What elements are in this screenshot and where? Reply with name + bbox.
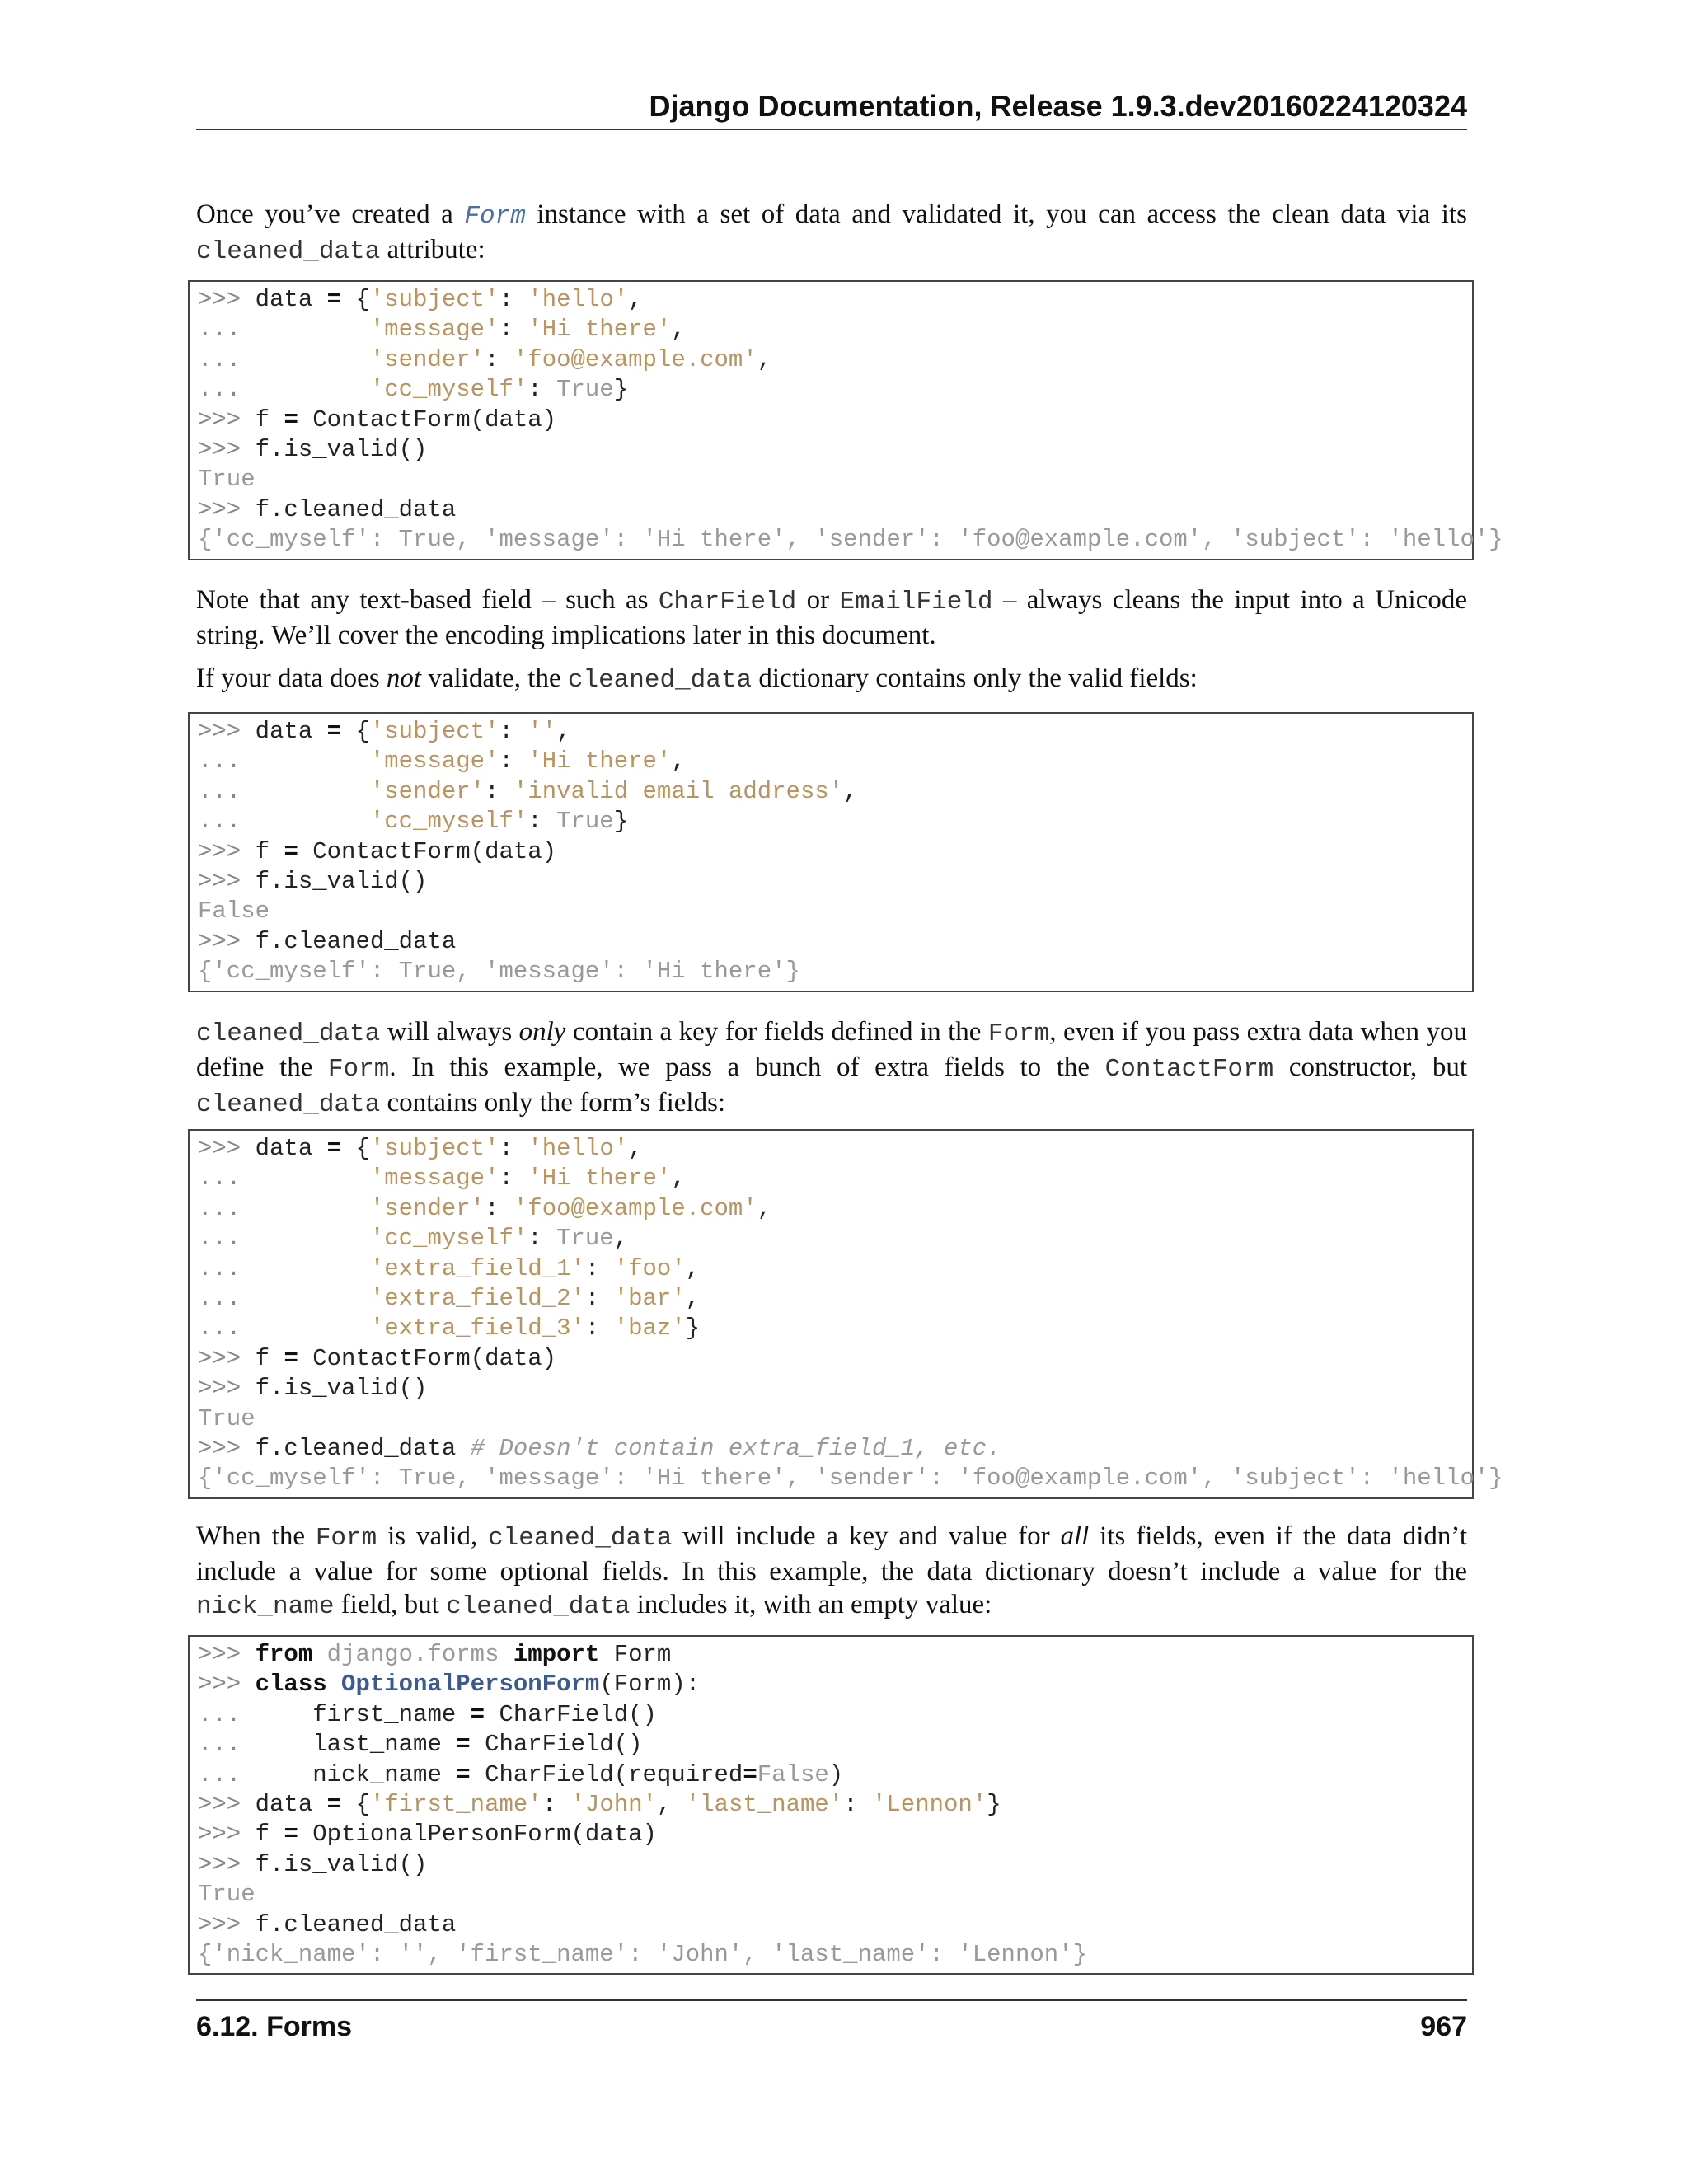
operator: =: [743, 1760, 757, 1788]
code-text: {: [341, 1135, 370, 1162]
operator: =: [284, 1821, 298, 1849]
code-text: ,: [685, 1254, 701, 1282]
code-text: ,: [628, 286, 643, 313]
output: True: [198, 466, 256, 494]
string-literal: 'sender': [369, 345, 485, 373]
code-text: :: [499, 748, 528, 776]
code-text: {: [341, 286, 370, 313]
keyword: class: [255, 1671, 327, 1699]
code-text: :: [499, 316, 528, 344]
string-literal: 'invalid email address': [513, 777, 844, 805]
prompt: >>>: [198, 837, 256, 865]
string-literal: 'Lennon': [872, 1791, 987, 1819]
output: {'cc_myself': True, 'message': 'Hi there', 'sender': 'foo@example.com', 'subject': 'hello'}: [198, 526, 1503, 554]
code-text: ,: [556, 718, 571, 745]
code-text: }: [613, 808, 629, 836]
code-text: f.is_valid(): [255, 868, 428, 896]
code-text: f.cleaned_data: [255, 1435, 471, 1463]
keyword-constant: False: [757, 1760, 829, 1788]
code-text: OptionalPersonForm(data): [298, 1821, 657, 1849]
code-block-optional-person-form: [188, 1635, 1474, 1975]
output: True: [198, 1881, 256, 1909]
code-text: }: [987, 1791, 1001, 1819]
code-content: [198, 285, 1503, 555]
string-literal: 'hello': [528, 286, 629, 313]
prompt: ...: [198, 1194, 370, 1222]
prompt: ...: [198, 1254, 370, 1282]
text: dictionary contains only the valid fields:: [752, 663, 1198, 693]
string-literal: 'foo@example.com': [513, 1194, 757, 1222]
string-literal: 'extra_field_3': [369, 1315, 585, 1343]
prompt: >>>: [198, 1344, 256, 1372]
footer-rule: [196, 1999, 1467, 2001]
text: will include a key and value for: [672, 1521, 1061, 1551]
code-text: ,: [671, 316, 686, 344]
class-name: OptionalPersonForm: [341, 1671, 600, 1699]
string-literal: 'first_name': [369, 1791, 542, 1819]
prompt: ...: [198, 376, 370, 404]
output: False: [198, 898, 270, 926]
text: or: [796, 585, 840, 615]
text: attribute:: [380, 235, 485, 265]
code-text: :: [485, 345, 513, 373]
prompt: >>>: [198, 1435, 256, 1463]
code-text: f.is_valid(): [255, 1375, 428, 1403]
code-text: data: [255, 1135, 327, 1162]
string-literal: '': [528, 718, 557, 745]
prompt: ...: [198, 316, 370, 344]
prompt: ...: [198, 1225, 370, 1253]
text: Note that any text-based field – such as: [196, 585, 659, 615]
operator: =: [470, 1700, 485, 1728]
emphasis: only: [518, 1017, 566, 1047]
prompt: >>>: [198, 1850, 256, 1878]
string-literal: 'baz': [613, 1315, 686, 1343]
code-text: Form: [599, 1641, 672, 1668]
code-text: [327, 1671, 341, 1698]
paragraph-extra-fields: [196, 1015, 1467, 1122]
footer-page-number: 967: [1420, 2011, 1467, 2042]
output: {'cc_myself': True, 'message': 'Hi there'}: [198, 958, 800, 986]
code-text: :: [528, 808, 557, 836]
text: When the: [196, 1521, 316, 1551]
code-text: CharField(required: [470, 1760, 743, 1788]
prompt: ...: [198, 1315, 370, 1343]
paragraph-cleaned-data-intro: [196, 198, 1467, 269]
inline-code: Form: [327, 1055, 390, 1084]
inline-code: CharField: [658, 588, 797, 616]
string-literal: 'Hi there': [528, 748, 672, 776]
text: is valid,: [377, 1521, 489, 1551]
code-text: :: [485, 1194, 513, 1222]
string-literal: 'extra_field_2': [369, 1285, 585, 1313]
code-text: :: [542, 1791, 571, 1819]
string-literal: 'subject': [369, 718, 499, 745]
code-text: {: [341, 718, 370, 745]
comment: # Doesn't contain extra_field_1, etc.: [470, 1435, 1001, 1463]
inline-code: cleaned_data: [488, 1524, 673, 1553]
code-block-extra-fields: [188, 1129, 1503, 1499]
string-literal: 'last_name': [685, 1791, 844, 1819]
code-text: nick_name: [312, 1760, 457, 1788]
code-text: f.is_valid(): [255, 436, 428, 464]
code-text: :: [499, 1135, 528, 1162]
prompt: ...: [198, 808, 370, 836]
code-text: f.is_valid(): [255, 1850, 428, 1878]
output: {'cc_myself': True, 'message': 'Hi there', 'sender': 'foo@example.com', 'subject': 'hello'}: [198, 1465, 1503, 1493]
code-text: :: [499, 718, 528, 745]
prompt: >>>: [198, 436, 256, 464]
inline-code: Form: [315, 1524, 377, 1553]
code-text: data: [255, 718, 327, 745]
code-block-invalid-data: [188, 712, 1474, 992]
code-text: data: [255, 1791, 327, 1819]
prompt: >>>: [198, 1135, 256, 1162]
code-text: ,: [671, 1165, 686, 1193]
code-text: ): [828, 1760, 844, 1788]
code-text: f: [255, 405, 284, 434]
string-literal: 'sender': [369, 1194, 485, 1222]
code-text: :: [528, 376, 557, 404]
paragraph-optional-fields: [196, 1520, 1467, 1624]
operator: =: [326, 1135, 342, 1162]
code-text: {: [341, 1791, 370, 1819]
code-text: f: [255, 837, 284, 865]
text: , even if you pass extra data when you define the: [196, 1017, 1467, 1082]
code-text: :: [584, 1315, 614, 1343]
text: will always: [380, 1017, 519, 1047]
text: field, but: [334, 1590, 447, 1619]
code-text: data: [255, 286, 327, 313]
code-text: :: [528, 1225, 557, 1253]
code-text: ,: [656, 1791, 686, 1819]
prompt: ...: [198, 345, 370, 373]
keyword-constant: django.forms: [312, 1641, 513, 1668]
inline-code: EmailField: [839, 588, 993, 616]
code-text: (Form):: [599, 1671, 701, 1699]
code-text: f.cleaned_data: [255, 927, 457, 955]
prompt: ...: [198, 777, 370, 805]
form-class-link[interactable]: Form: [464, 202, 526, 231]
code-text: f: [255, 1821, 284, 1849]
prompt: ...: [198, 1731, 313, 1759]
text: includes it, with an empty value:: [630, 1590, 992, 1619]
prompt: >>>: [198, 405, 256, 434]
prompt: >>>: [198, 495, 256, 523]
code-content: [198, 1640, 1472, 1970]
code-block-valid-data: [188, 280, 1503, 560]
text: its fields, even if the data didn’t include a value for some optional fields. In this example, the data dictionary doesn’t include a value for the: [196, 1521, 1467, 1586]
string-literal: 'subject': [369, 1135, 499, 1162]
prompt: >>>: [198, 868, 256, 896]
operator: =: [456, 1731, 471, 1759]
code-text: }: [685, 1315, 701, 1343]
running-header: Django Documentation, Release 1.9.3.dev20160224120324: [649, 89, 1467, 123]
code-text: }: [613, 376, 629, 404]
code-text: f: [255, 1344, 284, 1372]
inline-code: cleaned_data: [196, 237, 381, 266]
prompt: >>>: [198, 1671, 256, 1699]
header-rule: [196, 129, 1467, 130]
inline-code: cleaned_data: [446, 1592, 631, 1621]
text: validate, the: [421, 663, 568, 693]
keyword-constant: True: [556, 1225, 614, 1253]
keyword-constant: True: [556, 376, 614, 404]
code-text: CharField(): [470, 1731, 643, 1759]
code-text: ,: [628, 1135, 643, 1162]
prompt: ...: [198, 748, 370, 776]
text: – always cleans the input into a Unicode string. We’ll cover the encoding implications later in this document.: [196, 585, 1467, 650]
string-literal: 'sender': [369, 777, 485, 805]
operator: =: [284, 1344, 298, 1372]
code-text: ,: [613, 1225, 629, 1253]
text: contains only the form’s fields:: [380, 1088, 726, 1118]
string-literal: 'Hi there': [528, 316, 672, 344]
code-text: CharField(): [485, 1700, 657, 1728]
code-content: [198, 1134, 1503, 1494]
code-text: f.cleaned_data: [255, 1910, 457, 1938]
string-literal: 'extra_field_1': [369, 1254, 585, 1282]
operator: =: [456, 1760, 471, 1788]
code-text: ContactForm(data): [298, 837, 557, 865]
prompt: >>>: [198, 718, 256, 745]
string-literal: 'bar': [613, 1285, 686, 1313]
keyword: import: [513, 1641, 600, 1668]
text: constructor, but: [1273, 1052, 1467, 1082]
prompt: >>>: [198, 1910, 256, 1938]
text: contain a key for fields defined in the: [565, 1017, 988, 1047]
inline-code: ContactForm: [1104, 1055, 1274, 1084]
keyword-constant: True: [556, 808, 614, 836]
code-content: [198, 717, 1472, 987]
code-text: :: [584, 1254, 614, 1282]
inline-code: cleaned_data: [196, 1019, 381, 1048]
footer-section-title: 6.12. Forms: [196, 2011, 352, 2042]
code-text: last_name: [312, 1731, 457, 1759]
code-text: :: [485, 777, 513, 805]
paragraph-invalid-data: [196, 662, 1467, 697]
paragraph-unicode-note: [196, 583, 1467, 652]
output: True: [198, 1404, 256, 1432]
string-literal: 'cc_myself': [369, 808, 528, 836]
code-text: first_name: [312, 1700, 471, 1728]
prompt: >>>: [198, 1821, 256, 1849]
string-literal: 'Hi there': [528, 1165, 672, 1193]
code-text: f.cleaned_data: [255, 495, 457, 523]
code-text: ,: [757, 345, 772, 373]
prompt: ...: [198, 1700, 313, 1728]
string-literal: 'message': [369, 1165, 499, 1193]
prompt: >>>: [198, 1641, 256, 1668]
operator: =: [284, 405, 298, 434]
emphasis: not: [386, 663, 422, 693]
prompt: ...: [198, 1165, 370, 1193]
string-literal: 'foo': [613, 1254, 686, 1282]
code-text: ,: [843, 777, 858, 805]
prompt: >>>: [198, 927, 256, 955]
text: If your data does: [196, 663, 387, 693]
string-literal: 'foo@example.com': [513, 345, 757, 373]
string-literal: 'message': [369, 748, 499, 776]
code-text: ,: [671, 748, 686, 776]
inline-code: cleaned_data: [567, 666, 753, 695]
output: {'nick_name': '', 'first_name': 'John', 'last_name': 'Lennon'}: [198, 1941, 1087, 1969]
string-literal: 'cc_myself': [369, 376, 528, 404]
code-text: ,: [757, 1194, 772, 1222]
string-literal: 'cc_myself': [369, 1225, 528, 1253]
code-text: :: [499, 286, 528, 313]
text: . In this example, we pass a bunch of extra fields to the: [389, 1052, 1105, 1082]
string-literal: 'message': [369, 316, 499, 344]
keyword: from: [255, 1641, 313, 1668]
text: instance with a set of data and validated it, you can access the clean data via its: [525, 199, 1467, 229]
code-text: ContactForm(data): [298, 1344, 557, 1372]
inline-code: cleaned_data: [196, 1090, 381, 1119]
string-literal: 'John': [570, 1791, 657, 1819]
code-text: ContactForm(data): [298, 405, 557, 434]
operator: =: [326, 1791, 342, 1819]
prompt: >>>: [198, 1791, 256, 1819]
code-text: ,: [685, 1285, 701, 1313]
operator: =: [284, 837, 298, 865]
text: Once you’ve created a: [196, 199, 465, 229]
prompt: >>>: [198, 286, 256, 313]
prompt: ...: [198, 1285, 370, 1313]
inline-code: nick_name: [196, 1592, 335, 1621]
inline-code: Form: [987, 1019, 1050, 1048]
operator: =: [326, 286, 342, 313]
prompt: ...: [198, 1760, 313, 1788]
operator: =: [326, 718, 342, 745]
emphasis: all: [1060, 1521, 1090, 1551]
code-text: :: [843, 1791, 872, 1819]
code-text: :: [499, 1165, 528, 1193]
string-literal: 'subject': [369, 286, 499, 313]
string-literal: 'hello': [528, 1135, 629, 1162]
prompt: >>>: [198, 1375, 256, 1403]
code-text: :: [584, 1285, 614, 1313]
